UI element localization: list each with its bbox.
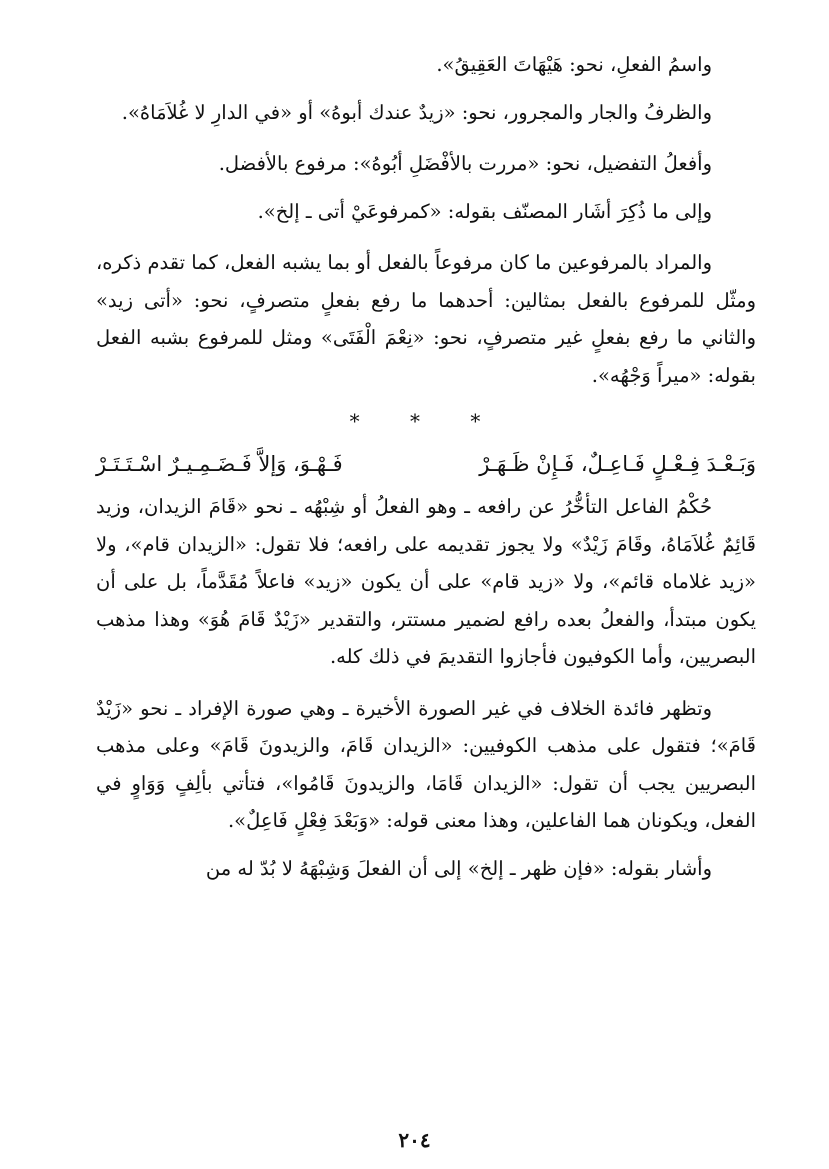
verse-first-hemistich: وَبَـعْـدَ فِـعْـلٍ فَـاعِـلٌ، فَـإِنْ ظَـهَـرْ	[479, 452, 756, 476]
paragraph-disagreement: وتظهر فائدة الخلاف في غير الصورة الأخيرة ـ وهي صورة الإفراد ـ نحو «زَيْدٌ قَامَ»؛ فتقول على مذهب الكوفيين: «الزيدان قَامَ، والزيدونَ قَامَ» وعلى مذهب البصريين يجب أن تقول: «الزيدان قَامَا، والزيدونَ قَامُوا»، فتأتي بألِفٍ وَوَاوٍ في الفعل، ويكونان هما الفاعلين، وهذا معنى قوله: «وَبَعْدَ فِعْلٍ فَاعِلٌ».	[96, 696, 756, 832]
paragraph-author-reference: وإلى ما ذُكِرَ أشَار المصنّف بقوله: «كمرفوعَيْ أتى ـ إلخ».	[257, 199, 712, 223]
verse-second-hemistich: فَـهْـوَ، وَإلاَّ فَـضَـمِـيـرٌ اسْـتَـتَـرْ	[96, 452, 343, 476]
paragraph-superlative: وأفعلُ التفضيل، نحو: «مررت بالأفْضَلِ أبُوهُ»: مرفوع بالأفضل.	[218, 152, 712, 175]
paragraph-explanation: والمراد بالمرفوعين ما كان مرفوعاً بالفعل أو بما يشبه الفعل، كما تقدم ذكره، ومثّل للمرفوع بالفعل بمثالين: أحدهما ما رفع بفعلٍ متصرفٍ، نحو: «أتى زيد» والثاني ما رفع بفعلٍ غير متصرفٍ، نحو: «نِعْمَ الْفَتَى» ومثل للمرفوع بشبه الفعل بقوله: «ميراً وَجْهُه».	[96, 251, 756, 387]
paragraph-adverb: والظرفُ والجار والمجرور، نحو: «زيدٌ عندك أبوهُ» أو «في الدارِ لا غُلاَمَاهُ».	[121, 100, 712, 124]
page-number: ٢٠٤	[398, 1128, 431, 1152]
verse-line	[96, 444, 756, 484]
paragraph-fail-ruling: حُكْمُ الفاعل التأخُّرُ عن رافعه ـ وهو الفعلُ أو شِبْهُه ـ نحو «قَامَ الزيدان، وزيد قَائِمٌ غُلاَمَاهُ، وقَامَ زَيْدٌ» ولا يجوز تقديمه على رافعه؛ فلا تقول: «الزيدان قام»، ولا «زيد غلاماه قائم»، ولا «زيد قام» على أن يكون «زيد» فاعلاً مُقَدَّماً، بل على أن يكون مبتدأ، والفعلُ بعده رافع لضمير مستتر، والتقدير «زَيْدٌ قَامَ هُوَ» وهذا مذهب البصريين، وأما الكوفيون فأجازوا التقديمَ في ذلك كله.	[96, 495, 756, 668]
section-separator: * * *	[349, 409, 503, 433]
book-page	[96, 46, 756, 887]
paragraph-continuation: وأشار بقوله: «فإن ظهر ـ إلخ» إلى أن الفعلَ وَشِبْهَهُ لا بُدّ له من	[205, 856, 712, 880]
paragraph-verb-noun: واسمُ الفعلِ، نحو: هَيْهَاتَ العَقِيقُ».	[436, 53, 712, 76]
